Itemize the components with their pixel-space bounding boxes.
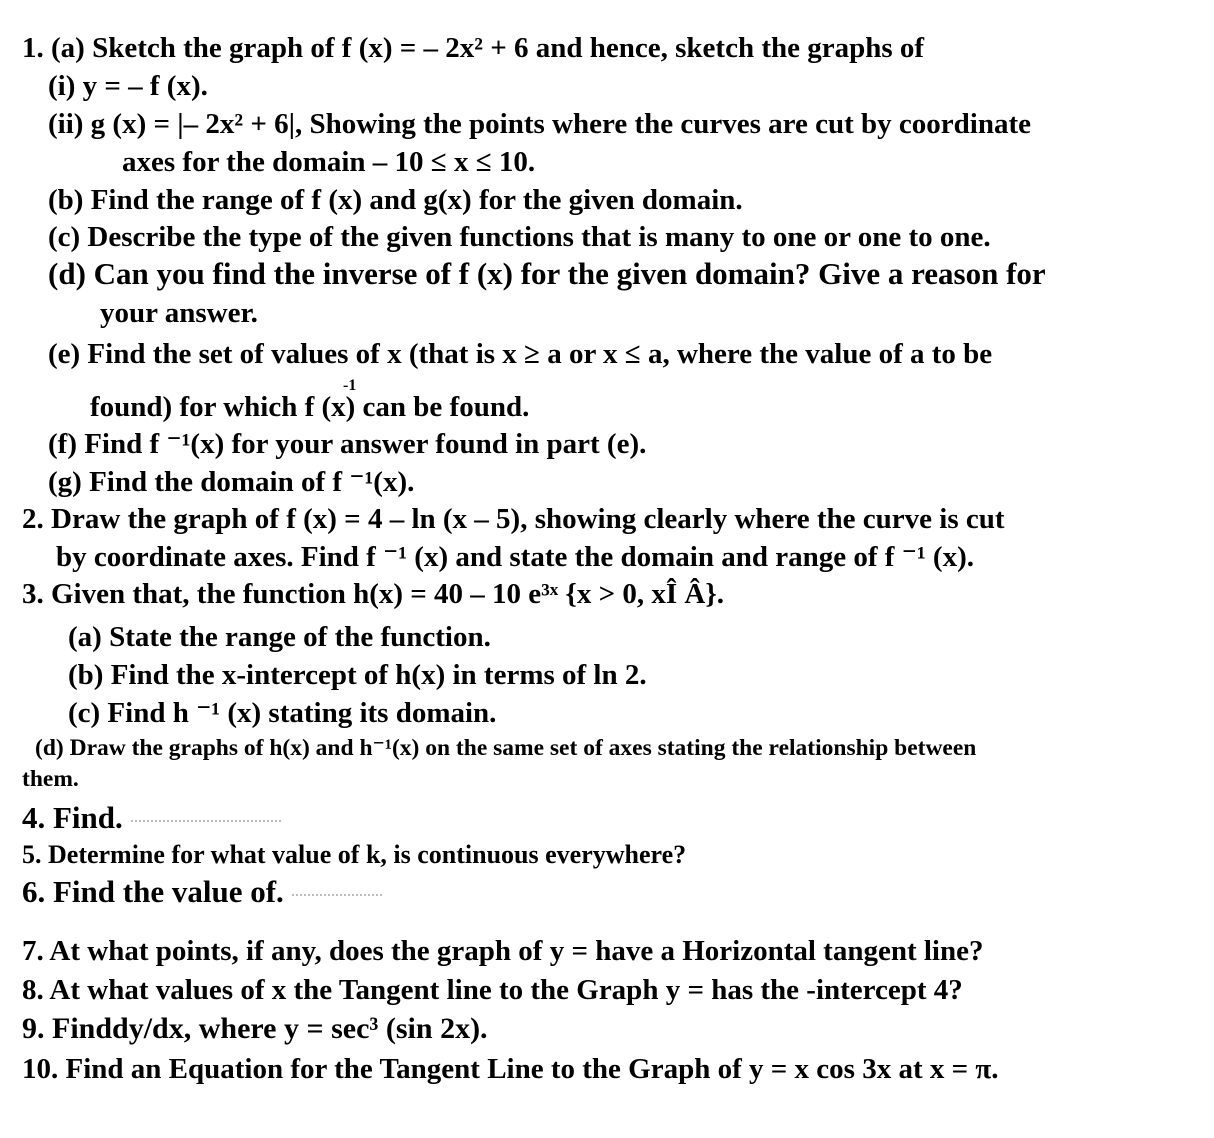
q1-ii-cont: axes for the domain – 10 ≤ x ≤ 10. [122,146,536,178]
q1-e: (e) Find the set of values of x (that is x ≥ a or x ≤ a, where the value of a to be [48,338,993,370]
q1-d-cont: your answer. [100,297,258,329]
q2-cont: by coordinate axes. Find f ⁻¹ (x) and state the domain and range of f ⁻¹ (x). [56,541,974,573]
q1-g: (g) Find the domain of f ⁻¹(x). [48,466,415,498]
q6-text: 6. Find the value of. [22,874,284,909]
q3-a: (a) State the range of the function. [68,621,491,653]
q1-i: (i) y = – f (x). [48,70,208,102]
q2-main: 2. Draw the graph of f (x) = 4 – ln (x – 5), showing clearly where the curve is cut [22,503,1005,535]
q6-formula-placeholder [292,894,384,896]
q1-e-cont: found) for which f (x) can be found. [90,391,530,423]
q4 [22,802,283,833]
q1-f: (f) Find f ⁻¹(x) for your answer found in part (e). [48,428,647,460]
q3-d-cont: them. [22,766,79,792]
q1-c: (c) Describe the type of the given functions that is many to one or one to one. [48,221,991,253]
q1-ii: (ii) g (x) = |– 2x² + 6|, Showing the points where the curves are cut by coordinate [48,108,1031,140]
q7: 7. At what points, if any, does the graph of y = have a Horizontal tangent line? [22,935,984,967]
q3-d: (d) Draw the graphs of h(x) and h⁻¹(x) on the same set of axes stating the relationship between [35,735,977,761]
q1-e-superscript: -1 [343,377,357,394]
q3-main: 3. Given that, the function h(x) = 40 – 10 e³ˣ {x > 0, xÎ Â}. [22,578,725,610]
q6 [22,876,384,907]
q9: 9. Finddy/dx, where y = sec³ (sin 2x). [22,1012,488,1045]
q4-formula-placeholder [131,820,283,822]
q1-b: (b) Find the range of f (x) and g(x) for the given domain. [48,184,743,216]
q8: 8. At what values of x the Tangent line to the Graph y = has the -intercept 4? [22,974,963,1006]
q5: 5. Determine for what value of k, is continuous everywhere? [22,840,687,869]
q3-b: (b) Find the x-intercept of h(x) in terms of ln 2. [68,659,647,691]
q3-c: (c) Find h ⁻¹ (x) stating its domain. [68,697,497,729]
q1-main: 1. (a) Sketch the graph of f (x) = – 2x² + 6 and hence, sketch the graphs of [22,32,925,64]
q10: 10. Find an Equation for the Tangent Line to the Graph of y = x cos 3x at x = π. [22,1053,999,1085]
q1-d: (d) Can you find the inverse of f (x) for the given domain? Give a reason for [48,256,1046,291]
q4-text: 4. Find. [22,800,123,835]
